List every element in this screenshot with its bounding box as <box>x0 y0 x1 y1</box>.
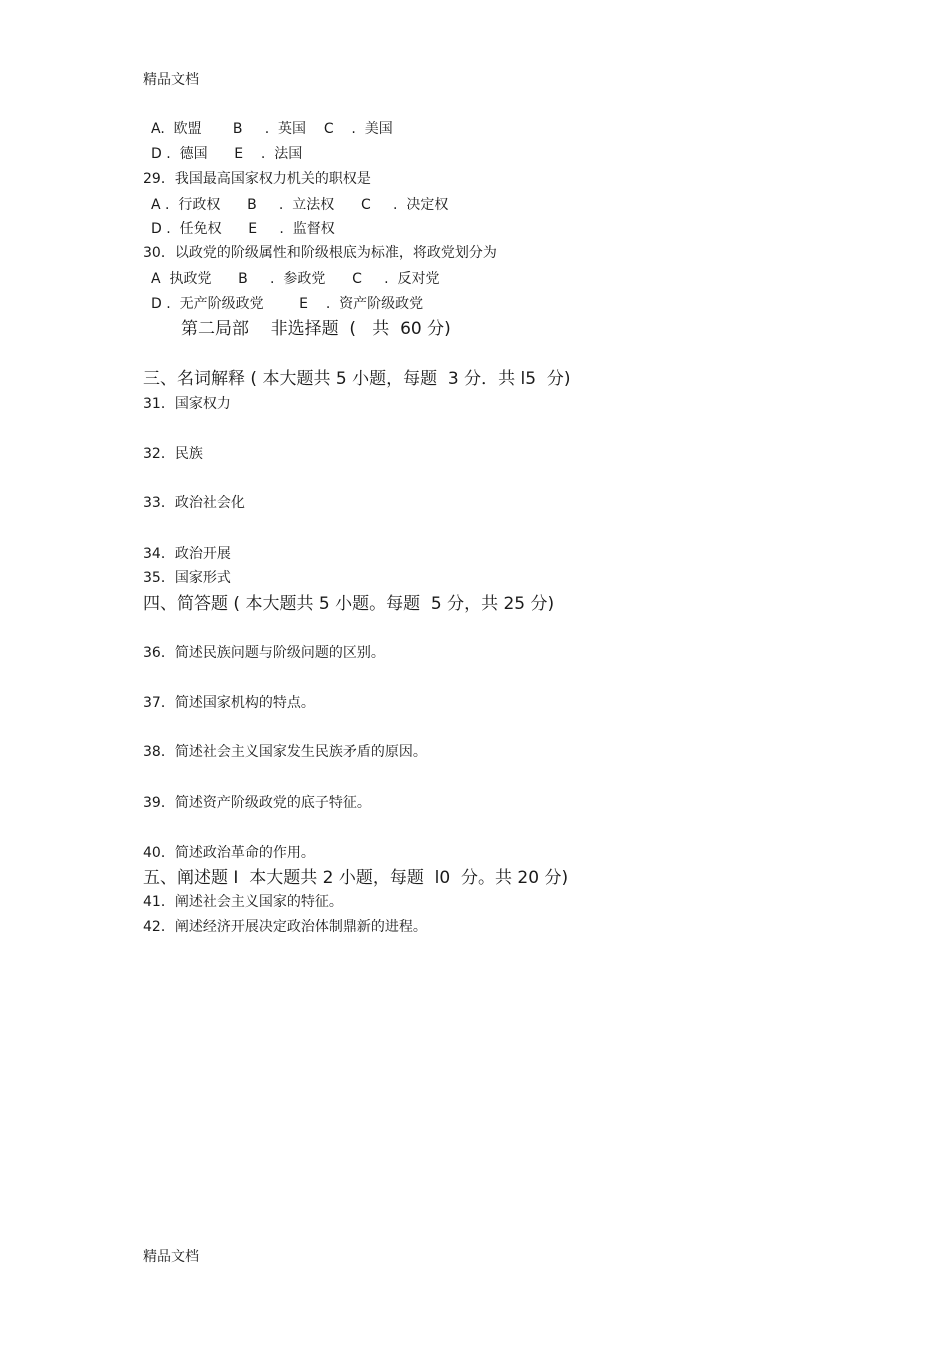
section4-title: 四、简答题 ( 本大题共 5 小题。每题 5 分，共 25 分) <box>143 594 555 614</box>
section3-item: 31．国家权力 <box>143 396 231 412</box>
section3-item: 34．政治开展 <box>143 546 231 562</box>
part2-title: 第二局部 非选择题 ( 共 60 分) <box>181 319 451 339</box>
section3-item: 32．民族 <box>143 446 203 462</box>
q29-options-line1: A . 行政权 B . 立法权 C . 决定权 <box>151 197 449 213</box>
section5-item: 42．阐述经济开展决定政治体制鼎新的进程。 <box>143 919 427 935</box>
q29-options-line2: D . 任免权 E . 监督权 <box>151 221 335 237</box>
section3-item: 33．政治社会化 <box>143 495 245 511</box>
section5-title: 五、阐述题 I 本大题共 2 小题，每题 l0 分。共 20 分) <box>143 868 569 888</box>
section4-item: 39．简述资产阶级政党的底子特征。 <box>143 795 371 811</box>
section3-item: 35．国家形式 <box>143 570 231 586</box>
q30-options-line2: D . 无产阶级政党 E . 资产阶级政党 <box>151 296 424 312</box>
section4-item: 38．简述社会主义国家发生民族矛盾的原因。 <box>143 744 427 760</box>
footer-watermark: 精品文档 <box>143 1249 199 1265</box>
section4-item: 36．简述民族问题与阶级问题的区别。 <box>143 645 385 661</box>
q30-stem: 30．以政党的阶级属性和阶级根底为标准，将政党划分为 <box>143 245 497 261</box>
q29-stem: 29．我国最高国家权力机关的职权是 <box>143 171 371 187</box>
section4-item: 40．简述政治革命的作用。 <box>143 845 315 861</box>
section5-item: 41．阐述社会主义国家的特征。 <box>143 894 343 910</box>
q28-options-line1: A. 欧盟 B . 英国 C . 美国 <box>151 121 393 137</box>
section3-title: 三、名词解释 ( 本大题共 5 小题，每题 3 分．共 l5 分) <box>143 369 571 389</box>
q28-options-line2: D . 德国 E . 法国 <box>151 146 303 162</box>
section4-item: 37．简述国家机构的特点。 <box>143 695 315 711</box>
q30-options-line1: A 执政党 B . 参政党 C . 反对党 <box>151 271 440 287</box>
header-watermark: 精品文档 <box>143 72 199 88</box>
